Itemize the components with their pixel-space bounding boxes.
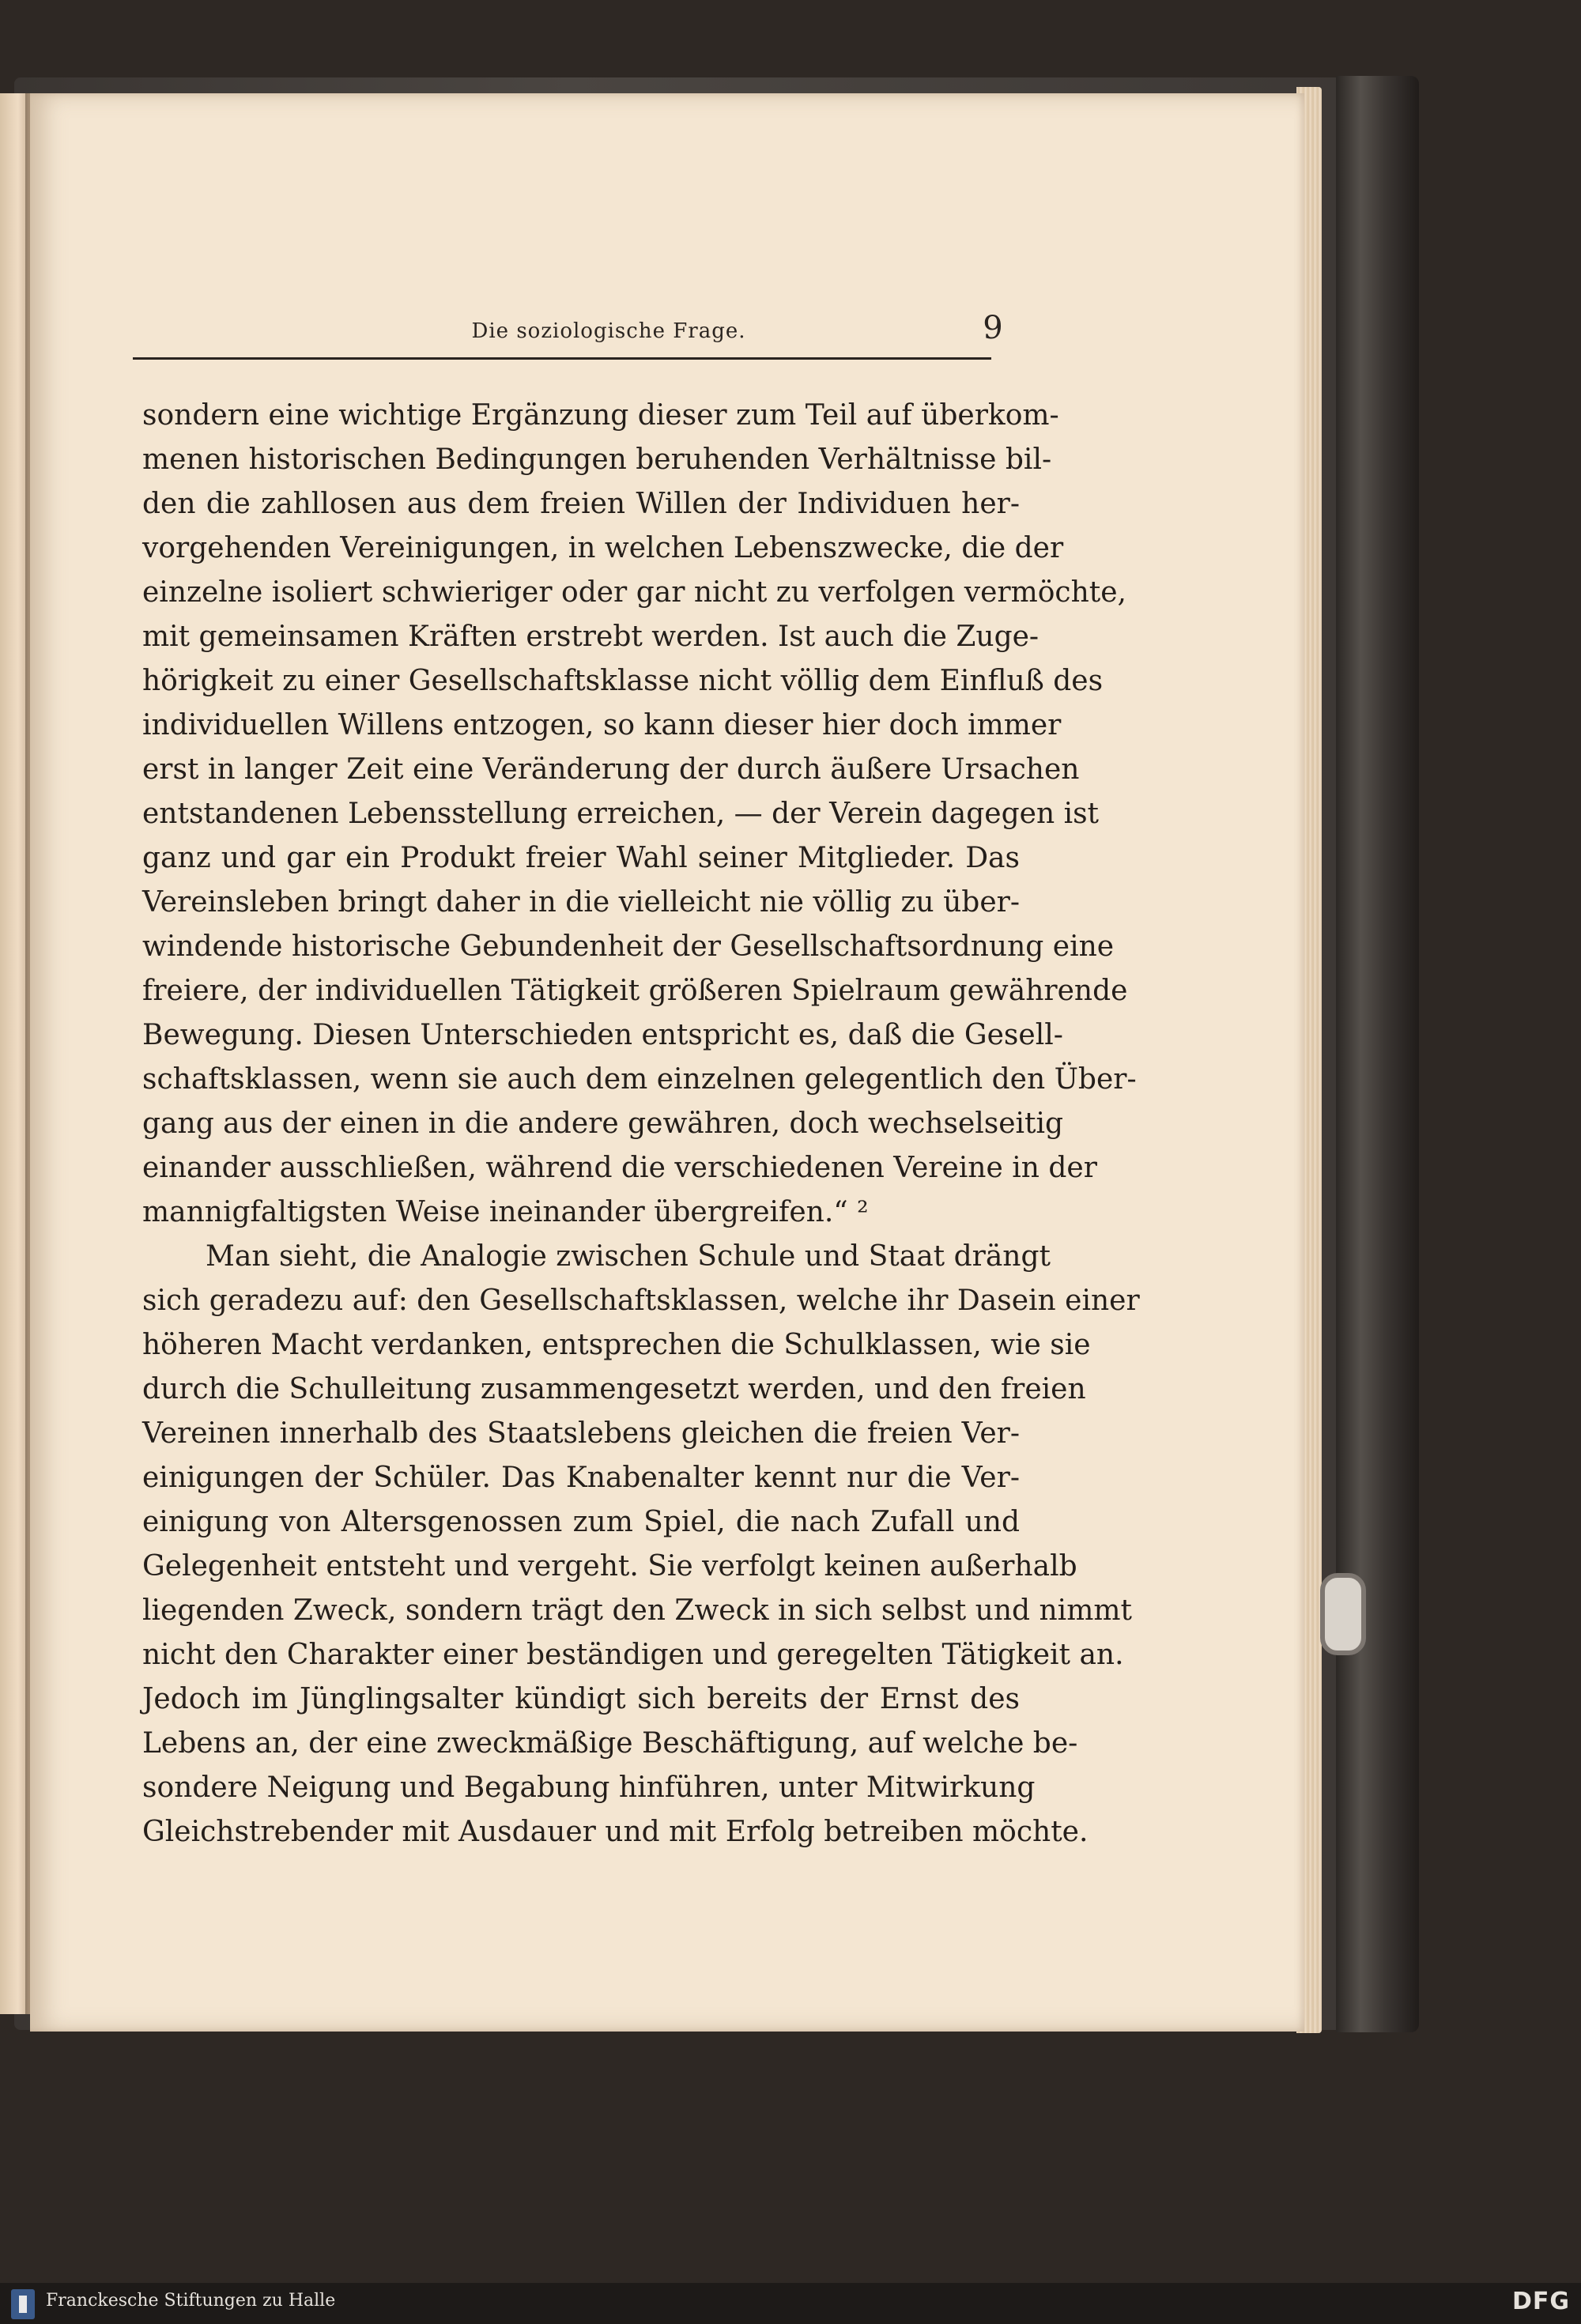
text-line: höheren Macht verdanken, entsprechen die Schulklassen, wie sie xyxy=(142,1329,1091,1361)
text-line: individuellen Willens entzogen, so kann dieser hier doch immer xyxy=(142,709,1062,741)
text-line: den die zahllosen aus dem freien Willen der Individuen her- xyxy=(142,488,1020,520)
book-spine-edge xyxy=(1336,76,1419,2032)
text-line: durch die Schulleitung zusammengesetzt werden, und den freien xyxy=(142,1373,1086,1405)
text-line: Gelegenheit entsteht und vergeht. Sie verfolgt keinen außerhalb xyxy=(142,1550,1077,1583)
text-line: Lebens an, der eine zweckmäßige Beschäftigung, auf welche be- xyxy=(142,1727,1078,1760)
text-line: erst in langer Zeit eine Veränderung der durch äußere Ursachen xyxy=(142,753,1080,786)
text-line: schaftsklassen, wenn sie auch dem einzelnen gelegentlich den Über- xyxy=(142,1063,1137,1096)
text-line: einander ausschließen, während die verschiedenen Vereine in der xyxy=(142,1152,1097,1184)
binding-tab-hole xyxy=(1320,1573,1366,1655)
institution-name: Franckesche Stiftungen zu Halle xyxy=(46,2291,336,2311)
text-line: einzelne isoliert schwieriger oder gar nicht zu verfolgen vermöchte, xyxy=(142,576,1126,609)
foundation-logo-icon xyxy=(11,2289,35,2319)
text-line: Vereinen innerhalb des Staatslebens gleichen die freien Ver- xyxy=(142,1417,1020,1450)
text-line: hörigkeit zu einer Gesellschaftsklasse nicht völlig dem Einfluß des xyxy=(142,665,1104,697)
text-line: Vereinsleben bringt daher in die vielleicht nie völlig zu über- xyxy=(142,886,1020,919)
text-line: einigungen der Schüler. Das Knabenalter kennt nur die Ver- xyxy=(142,1462,1020,1494)
viewer-footer xyxy=(0,2283,1581,2324)
text-line: ganz und gar ein Produkt freier Wahl seiner Mitglieder. Das xyxy=(142,842,1020,874)
text-line: menen historischen Bedingungen beruhenden Verhältnisse bil- xyxy=(142,443,1052,476)
text-line: liegenden Zweck, sondern trägt den Zweck in sich selbst und nimmt xyxy=(142,1594,1132,1627)
text-line: gang aus der einen in die andere gewähren, doch wechselseitig xyxy=(142,1107,1064,1140)
header-rule xyxy=(133,357,991,360)
text-line: mannigfaltigsten Weise ineinander übergreifen.“ ² xyxy=(142,1196,869,1228)
text-line: Bewegung. Diesen Unterschieden entspricht es, daß die Gesell- xyxy=(142,1019,1063,1051)
dfg-badge: DFG xyxy=(1511,2288,1570,2315)
text-line: freiere, der individuellen Tätigkeit größeren Spielraum gewährende xyxy=(142,975,1128,1007)
text-line: sondern eine wichtige Ergänzung dieser zum Teil auf überkom- xyxy=(142,399,1059,432)
text-line: sondere Neigung und Begabung hinführen, unter Mitwirkung xyxy=(142,1771,1036,1804)
page-number: 9 xyxy=(983,310,1003,346)
running-head: Die soziologische Frage. xyxy=(471,319,746,343)
text-line: vorgehenden Vereinigungen, in welchen Lebenszwecke, die der xyxy=(142,532,1064,564)
text-line: Gleichstrebender mit Ausdauer und mit Erfolg betreiben möchte. xyxy=(142,1816,1089,1848)
text-line: entstandenen Lebensstellung erreichen, — der Verein dagegen ist xyxy=(142,798,1100,830)
text-line: nicht den Charakter einer beständigen und geregelten Tätigkeit an. xyxy=(142,1639,1124,1671)
text-line: mit gemeinsamen Kräften erstrebt werden. Ist auch die Zuge- xyxy=(142,621,1040,653)
text-line: einigung von Altersgenossen zum Spiel, die nach Zufall und xyxy=(142,1506,1020,1538)
text-line: Jedoch im Jünglingsalter kündigt sich bereits der Ernst des xyxy=(142,1683,1020,1715)
text-line: windende historische Gebundenheit der Gesellschaftsordnung eine xyxy=(142,930,1115,963)
paragraph-start-line: Man sieht, die Analogie zwischen Schule und Staat drängt xyxy=(206,1240,1051,1273)
text-line: sich geradezu auf: den Gesellschaftsklassen, welche ihr Dasein einer xyxy=(142,1285,1140,1317)
